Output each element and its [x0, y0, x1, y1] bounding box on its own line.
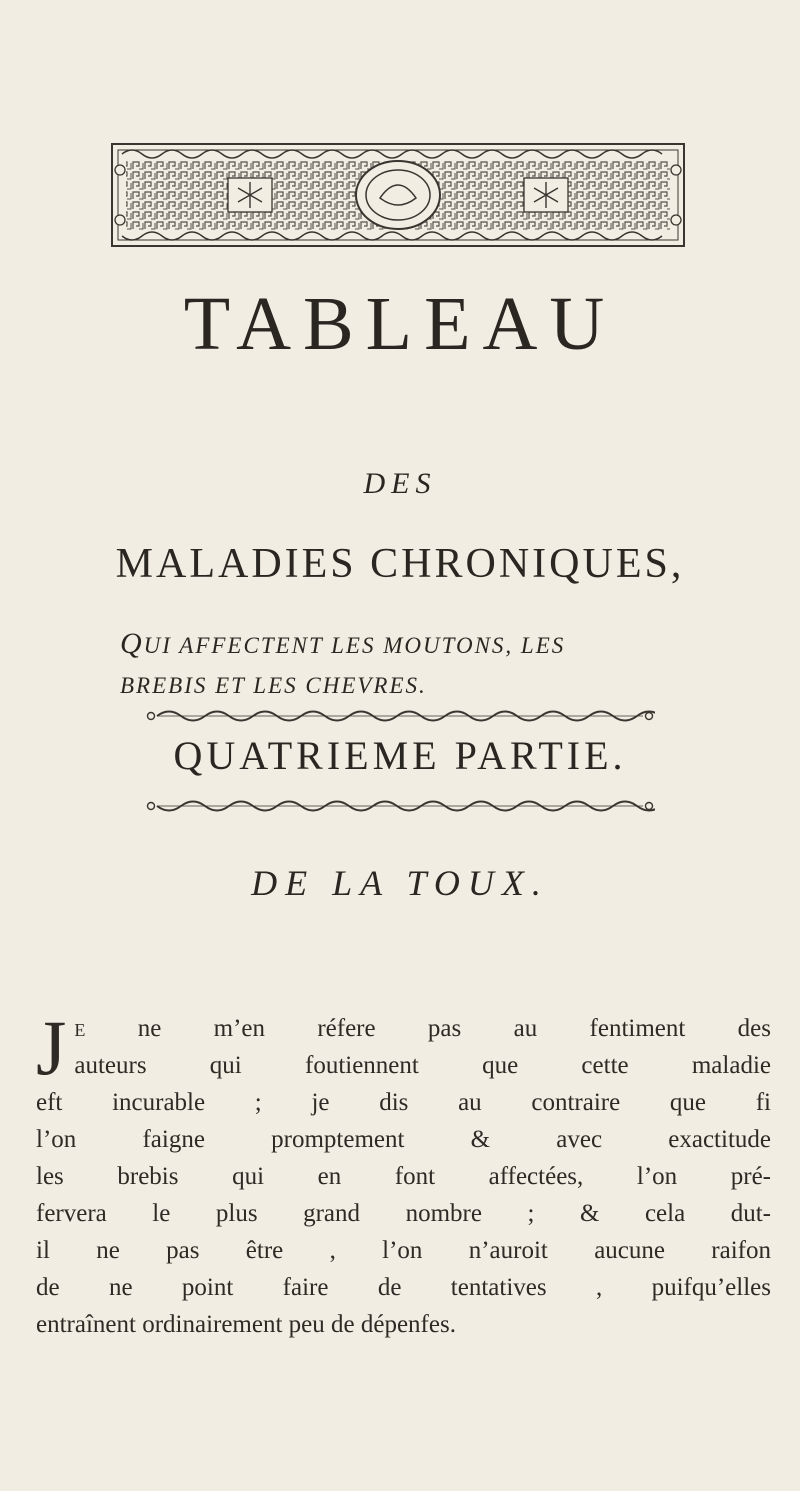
section-heading: DE LA TOUX. [251, 863, 549, 903]
subtitle-qui-line2: BREBIS ET LES CHEVRES. [120, 673, 427, 698]
subtitle-qui-line1: UI AFFECTENT LES MOUTONS, LES [143, 633, 566, 658]
body-line-4: l’on faigne promptement & avec exactitude [36, 1126, 771, 1153]
ornamental-rule-top [145, 705, 655, 727]
ornamental-rule-bottom [145, 795, 655, 817]
body-line-1-rest: ne m’en réfere pas au fentiment des [85, 1015, 771, 1042]
page-title: TABLEAU [183, 282, 617, 366]
rule-ornament-graphic [145, 705, 655, 727]
body-line-3: eft incurable ; je dis au contraire que fi [36, 1089, 771, 1116]
body-line-5: les brebis qui en font affectées, l’on pré- [36, 1163, 771, 1190]
rule-ornament-graphic [145, 795, 655, 817]
body-line-1 [36, 1010, 771, 1047]
subtitle-qui-initial: Q [120, 627, 144, 660]
body-line-2: auteurs qui foutiennent que cette maladie [74, 1052, 771, 1079]
body-line-7: il ne pas être , l’on n’auroit aucune raifon [36, 1237, 771, 1264]
headpiece-ornament-graphic [108, 140, 688, 250]
body-line-9: entraînent ordinairement peu de dépenfes. [36, 1311, 456, 1338]
ornamental-headpiece [108, 140, 688, 250]
body-line-6: fervera le plus grand nombre ; & cela dut- [36, 1200, 771, 1227]
body-paragraph [36, 1004, 771, 1343]
drop-cap: J [36, 1004, 67, 1091]
subtitle-des: DES [363, 467, 437, 500]
body-first-word: e [74, 1015, 86, 1042]
subtitle-qui [120, 624, 720, 706]
body-line-8: de ne point faire de tentatives , puifqu’elles [36, 1274, 771, 1301]
part-heading: QUATRIEME PARTIE. [173, 733, 627, 778]
subtitle-main: MALADIES CHRONIQUES, [115, 541, 685, 587]
